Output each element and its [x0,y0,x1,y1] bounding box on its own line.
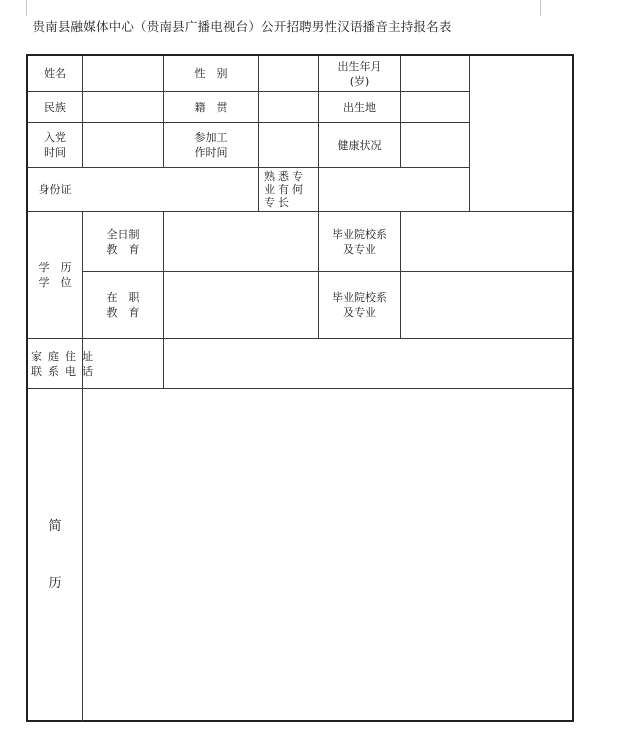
ethnicity-label: 民族 [44,100,66,114]
page-corner-mark-left [26,0,27,16]
ethnicity-field[interactable] [83,92,163,122]
work-start-label: 参加工 作时间 [194,131,228,159]
inservice-education-field[interactable] [164,272,318,338]
specialty-label: 熟悉专业有何专长 [264,170,306,209]
birth-date-label: 出生年月 (岁) [337,59,382,88]
work-start-field[interactable] [259,123,318,167]
id-card-label: 身份证 [38,183,72,196]
page-corner-mark-right [540,0,541,16]
name-field[interactable] [83,56,163,91]
education-label: 学 历 学 位 [38,261,72,289]
specialty-field[interactable] [319,168,469,211]
fulltime-school-label: 毕业院校系 及专业 [332,227,387,256]
fulltime-education-field[interactable] [164,212,318,271]
fulltime-education-label: 全日制 教 育 [106,227,140,256]
fulltime-school-field[interactable] [401,212,572,271]
gender-field[interactable] [259,56,318,91]
birthplace-label: 出生地 [343,100,376,114]
resume-label-char-2: 历 [48,575,62,591]
health-field[interactable] [401,123,469,167]
photo-area[interactable] [470,56,572,211]
birthplace-field[interactable] [401,92,469,122]
name-label: 姓名 [44,67,66,80]
birth-date-field[interactable] [401,56,469,91]
registration-form-table [26,54,574,722]
native-place-label: 籍 贯 [194,100,228,114]
resume-label-char-1: 简 [48,518,62,534]
party-date-field[interactable] [83,123,163,167]
address-phone-label: 家庭住址 联系电话 [31,349,99,378]
health-label: 健康状况 [337,138,382,152]
id-card-field[interactable] [83,168,258,211]
gender-label: 性 别 [194,67,228,80]
inservice-education-label: 在 职 教 育 [106,291,140,319]
native-place-field[interactable] [259,92,318,122]
resume-field[interactable] [83,389,572,720]
inservice-school-label: 毕业院校系 及专业 [332,291,387,319]
party-date-label: 入党 时间 [44,131,66,159]
address-phone-field[interactable] [164,339,572,388]
form-title: 贵南县融媒体中心（贵南县广播电视台）公开招聘男性汉语播音主持报名表 [32,19,452,34]
inservice-school-field[interactable] [401,272,572,338]
